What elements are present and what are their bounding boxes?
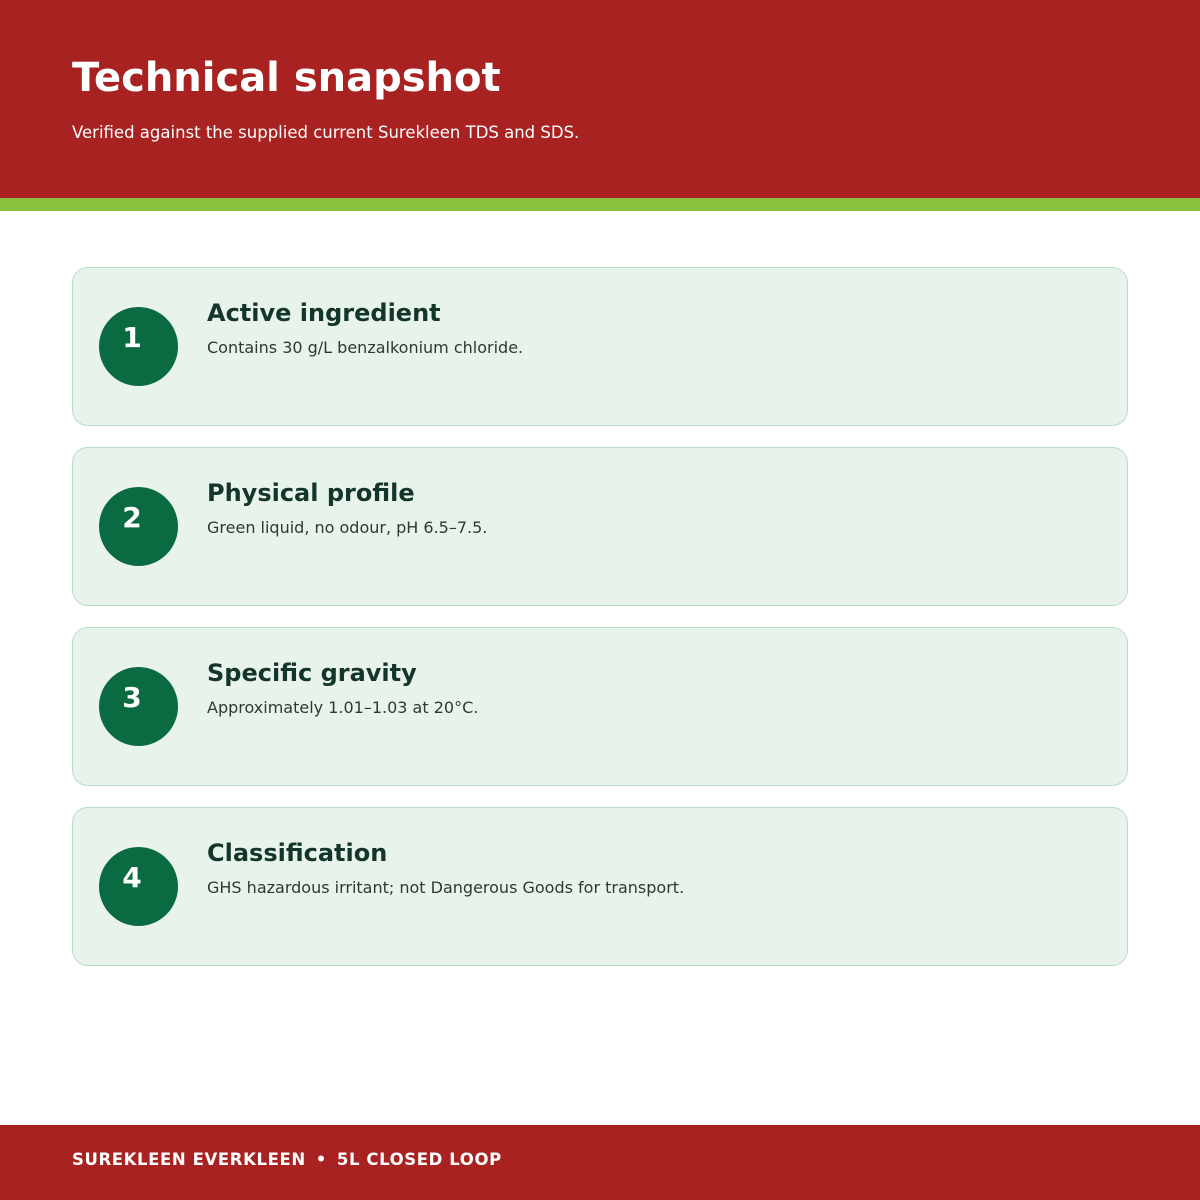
step-number: 3: [122, 681, 142, 714]
spec-card-specific-gravity: [72, 627, 1128, 786]
step-number: 4: [122, 861, 142, 894]
spec-card-title: Physical profile: [207, 479, 415, 507]
footer-product-line: [72, 1149, 502, 1171]
spec-card-physical-profile: [72, 447, 1128, 606]
step-number-badge: [99, 307, 178, 386]
spec-card-description: Green liquid, no odour, pH 6.5–7.5.: [207, 518, 488, 537]
spec-card-active-ingredient: [72, 267, 1128, 426]
page-subtitle: Verified against the supplied current Surekleen TDS and SDS.: [72, 123, 580, 142]
step-number: 1: [122, 321, 142, 354]
spec-card-title: Active ingredient: [207, 299, 441, 327]
spec-card-classification: [72, 807, 1128, 966]
step-number-badge: [99, 667, 178, 746]
spec-card-description: GHS hazardous irritant; not Dangerous Goods for transport.: [207, 878, 685, 897]
step-number-badge: [99, 487, 178, 566]
footer-banner: [0, 1125, 1200, 1200]
step-number: 2: [122, 501, 142, 534]
step-number-badge: [99, 847, 178, 926]
spec-card-list: [72, 267, 1128, 987]
footer-product: 5L CLOSED LOOP: [336, 1150, 502, 1169]
footer-brand: SUREKLEEN EVERKLEEN: [72, 1150, 306, 1169]
spec-card-title: Specific gravity: [207, 659, 417, 687]
spec-card-description: Approximately 1.01–1.03 at 20°C.: [207, 698, 479, 717]
footer-separator: •: [315, 1150, 327, 1169]
page-title: Technical snapshot: [72, 55, 501, 101]
spec-card-title: Classification: [207, 839, 388, 867]
header-banner: [0, 0, 1200, 198]
spec-card-description: Contains 30 g/L benzalkonium chloride.: [207, 338, 524, 357]
accent-divider: [0, 198, 1200, 211]
